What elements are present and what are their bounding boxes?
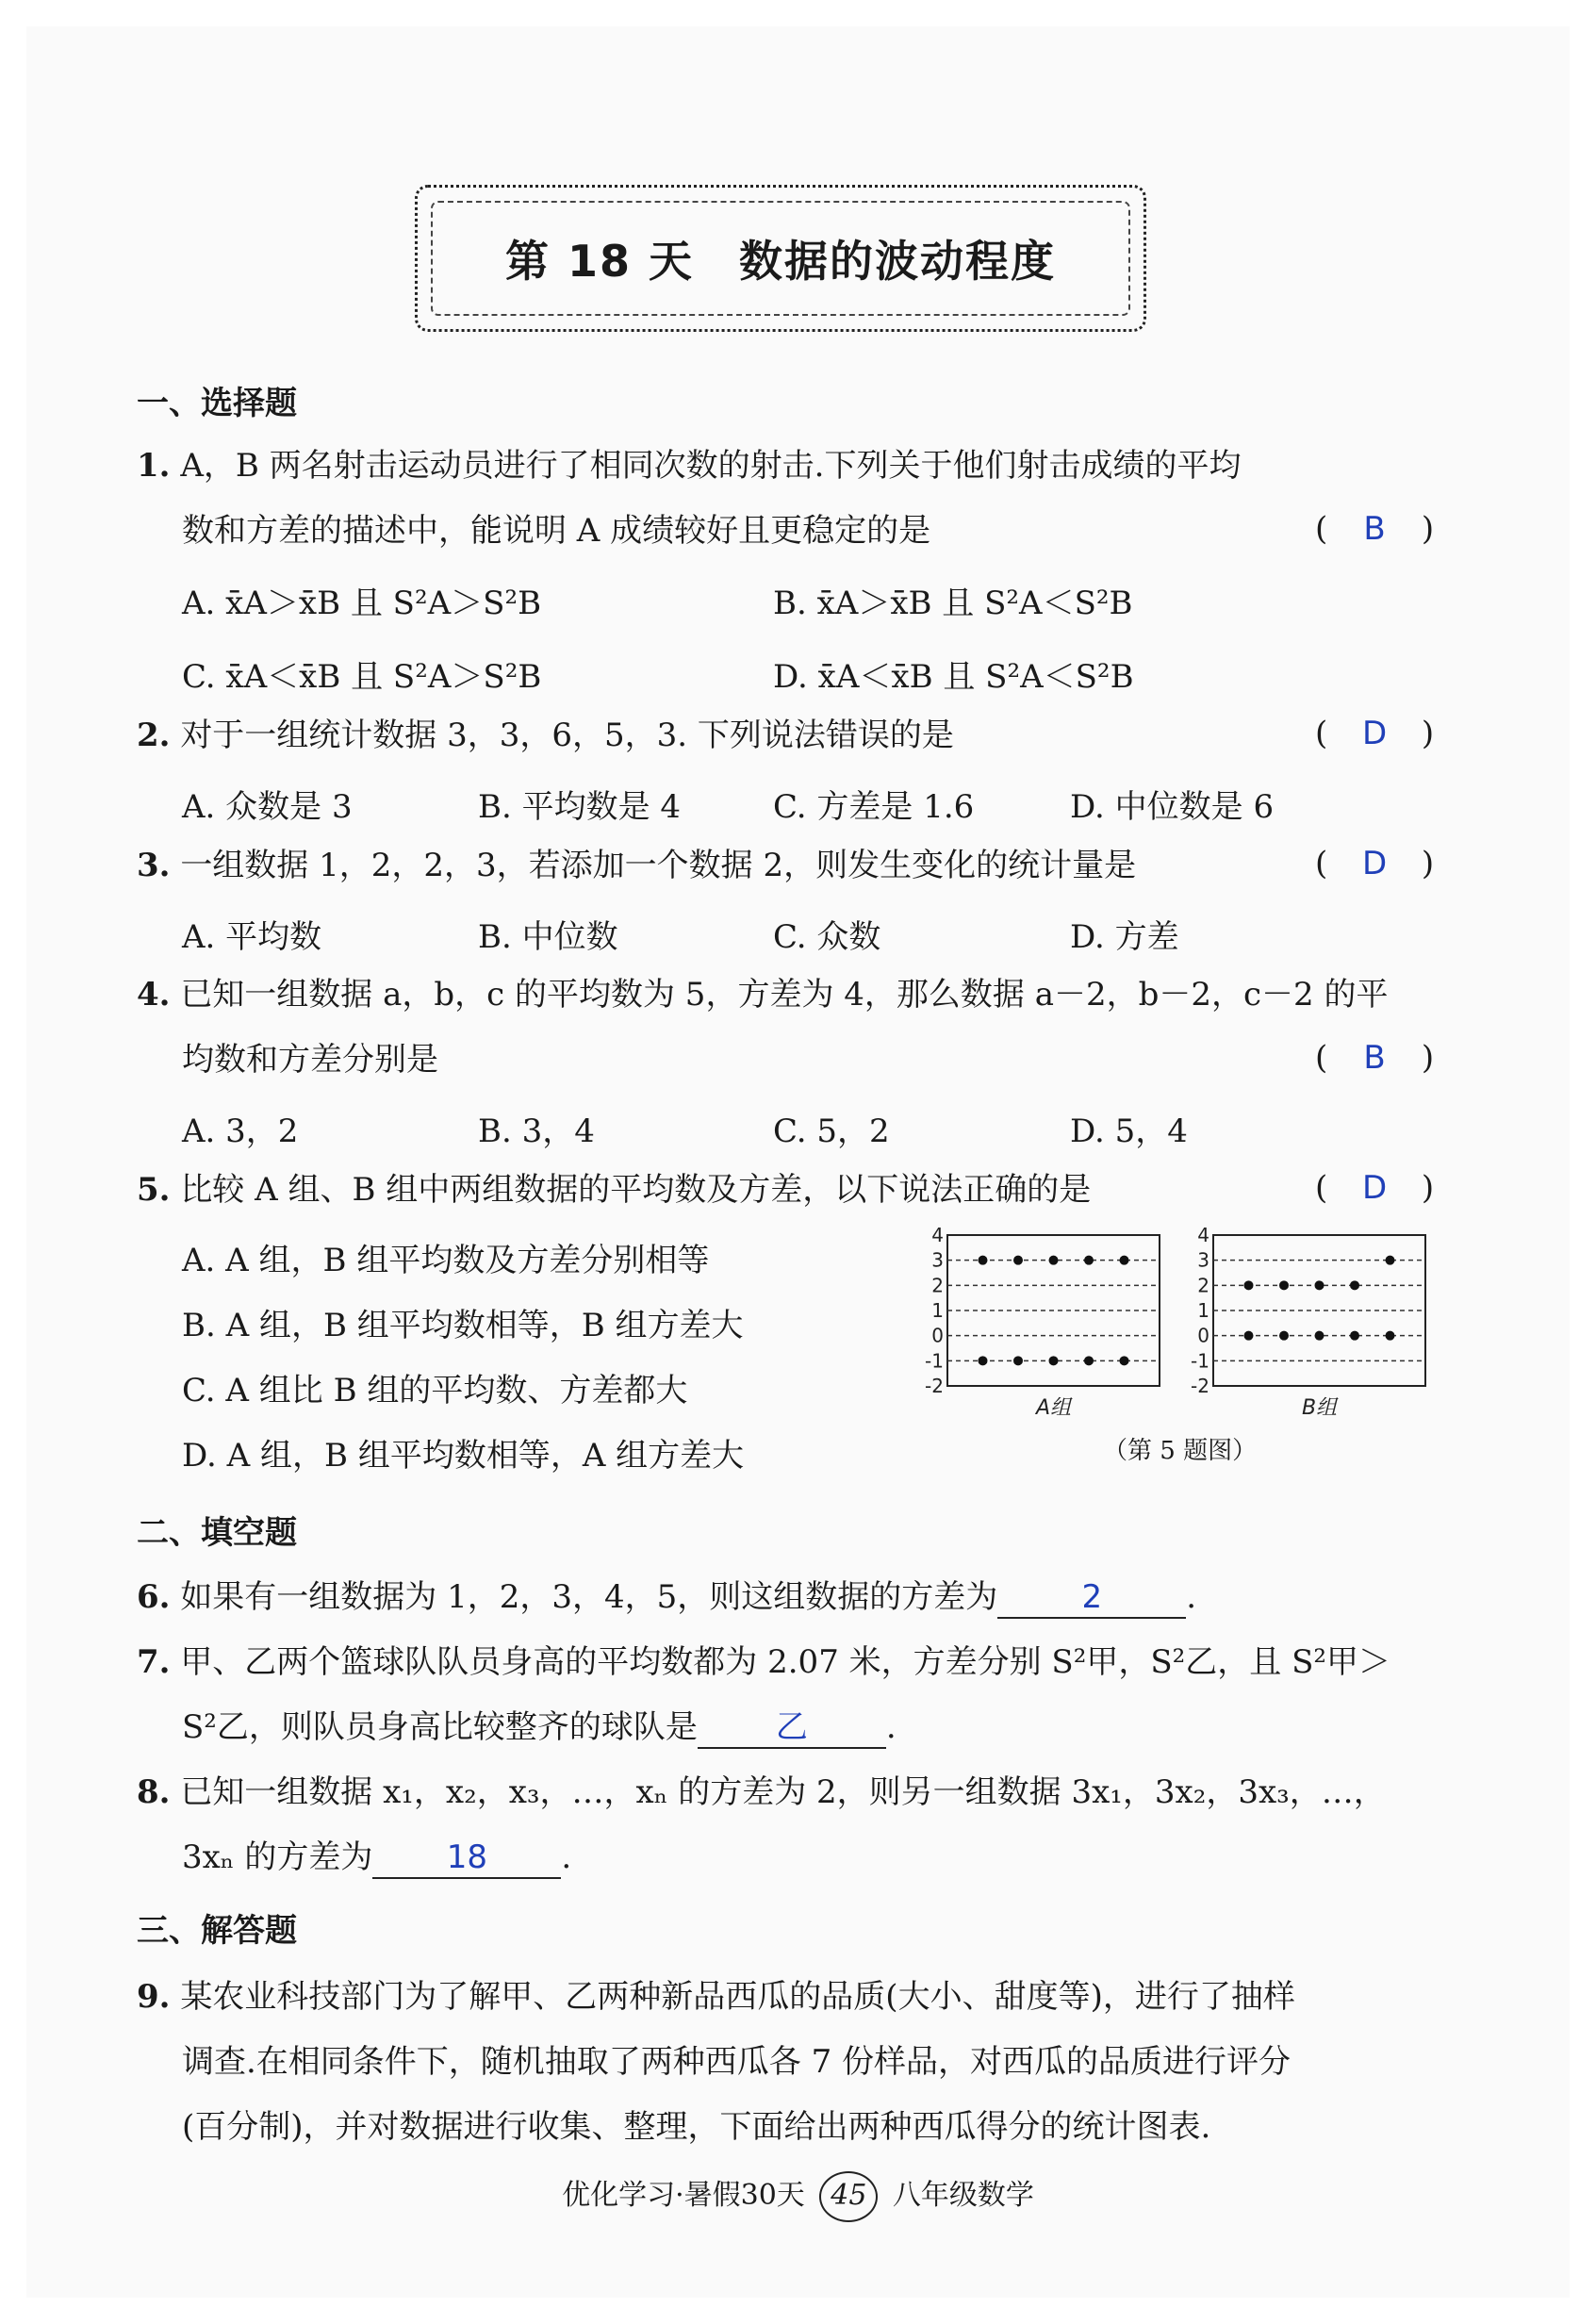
chart-tick-label: -1 [1191, 1349, 1209, 1373]
chart-point [1386, 1256, 1395, 1265]
question-3-option-a: A. 平均数 [182, 918, 322, 956]
chart-tick-label: 2 [931, 1274, 944, 1297]
question-5-option-a: A. A 组，B 组平均数及方差分别相等 [182, 1242, 710, 1279]
chart-tick-label: 0 [1197, 1324, 1209, 1347]
chart-point [979, 1256, 988, 1265]
question-3-text: 3. 一组数据 1，2，2，3，若添加一个数据 2，则发生变化的统计量是 [137, 847, 1137, 884]
question-5-option-c: C. A 组比 B 组的平均数、方差都大 [182, 1372, 688, 1409]
question-6-blank: 2 [997, 1583, 1186, 1619]
chart-point [1244, 1280, 1254, 1290]
chart-point [1315, 1280, 1325, 1290]
question-4-answer: ( B ) [1315, 1039, 1435, 1077]
question-7-blank: 乙 [698, 1713, 886, 1749]
question-4-option-b: B. 3，4 [478, 1113, 595, 1150]
chart-point [1084, 1256, 1094, 1265]
chart-tick-label: 1 [931, 1299, 944, 1322]
chart-point [1120, 1256, 1129, 1265]
chart-point [1350, 1331, 1359, 1341]
chart-point [1084, 1356, 1094, 1365]
question-5-answer: ( D ) [1315, 1169, 1435, 1207]
chart-point [1013, 1356, 1023, 1365]
question-8-blank: 18 [372, 1843, 561, 1879]
question-2-option-d: D. 中位数是 6 [1070, 788, 1275, 826]
question-5-text: 5. 比较 A 组、B 组中两组数据的平均数及方差，以下说法正确的是 [137, 1171, 1092, 1209]
chart-point [1120, 1356, 1129, 1365]
question-7-line-2: S²乙，则队员身高比较整齐的球队是 乙 . [182, 1706, 897, 1749]
question-5-option-d: D. A 组，B 组平均数相等，A 组方差大 [182, 1437, 745, 1475]
section-heading-solve: 三、解答题 [137, 1912, 297, 1950]
footer-book-title: 优化学习·暑假30天 [562, 2179, 805, 2212]
question-1-option-c: C. x̄A＜x̄B 且 S²A＞S²B [182, 658, 542, 696]
chart-point [1049, 1356, 1059, 1365]
footer-subject: 八年级数学 [892, 2179, 1034, 2212]
chart-point [1244, 1331, 1254, 1341]
figure-5-svg [910, 1226, 1447, 1433]
chart-tick-label: 4 [931, 1226, 944, 1246]
question-9-line-2: 调查.在相同条件下，随机抽取了两种西瓜各 7 份样品，对西瓜的品质进行评分 [182, 2043, 1292, 2081]
page-title: 第 18 天 数据的波动程度 [504, 236, 1057, 287]
section-heading-fill: 二、填空题 [137, 1514, 297, 1552]
chart-point [1315, 1331, 1325, 1341]
page-footer [0, 2171, 1596, 2222]
chart-point [1386, 1331, 1395, 1341]
question-2-option-b: B. 平均数是 4 [478, 788, 682, 826]
question-1-line-1: 1. A，B 两名射击运动员进行了相同次数的射击.下列关于他们射击成绩的平均 [137, 447, 1242, 485]
chart-tick-label: 3 [931, 1248, 944, 1272]
question-1-option-b: B. x̄A＞x̄B 且 S²A＜S²B [773, 585, 1133, 622]
question-2-text: 2. 对于一组统计数据 3，3，6，5，3. 下列说法错误的是 [137, 717, 954, 754]
chart-point [1279, 1331, 1289, 1341]
chart-point [1279, 1280, 1289, 1290]
chart-point [1049, 1256, 1059, 1265]
question-8-line-1: 8. 已知一组数据 x₁，x₂，x₃，…，xₙ 的方差为 2，则另一组数据 3x₁，3x₂，3x₃，…， [137, 1773, 1386, 1811]
chart-point [1350, 1280, 1359, 1290]
chart-tick-label: -1 [925, 1349, 944, 1373]
chart-tick-label: 4 [1197, 1226, 1209, 1246]
chart-tick-label: 0 [931, 1324, 944, 1347]
question-2-option-a: A. 众数是 3 [182, 788, 353, 826]
chart-point [1013, 1256, 1023, 1265]
question-1-option-a: A. x̄A＞x̄B 且 S²A＞S²B [182, 585, 542, 622]
question-3-option-c: C. 众数 [773, 918, 881, 956]
question-1-line-2: 数和方差的描述中，能说明 A 成绩较好且更稳定的是 [182, 512, 931, 550]
question-1-option-d: D. x̄A＜x̄B 且 S²A＜S²B [773, 658, 1134, 696]
chart-tick-label: 1 [1197, 1299, 1209, 1322]
chart-axis-label: A组 [1035, 1396, 1072, 1420]
question-4-option-c: C. 5，2 [773, 1113, 890, 1150]
chart-tick-label: 3 [1197, 1248, 1209, 1272]
question-2-answer: ( D ) [1315, 715, 1435, 752]
question-4-option-a: A. 3，2 [182, 1113, 299, 1150]
question-8-line-2: 3xₙ 的方差为 18 . [182, 1837, 571, 1879]
question-9-line-1: 9. 某农业科技部门为了解甲、乙两种新品西瓜的品质(大小、甜度等)，进行了抽样 [137, 1978, 1295, 2016]
section-heading-choice: 一、选择题 [137, 385, 297, 422]
chart-tick-label: 2 [1197, 1274, 1209, 1297]
question-3-option-d: D. 方差 [1070, 918, 1179, 956]
page-number: 45 [819, 2171, 878, 2222]
chart-point [979, 1356, 988, 1365]
question-4-line-1: 4. 已知一组数据 a，b，c 的平均数为 5，方差为 4，那么数据 a－2，b－2，c－2 的平 [137, 976, 1389, 1014]
question-2-option-c: C. 方差是 1.6 [773, 788, 975, 826]
chart-tick-label: -2 [925, 1375, 944, 1397]
question-3-option-b: B. 中位数 [478, 918, 618, 956]
figure-5-caption: （第 5 题图） [1103, 1437, 1258, 1465]
question-6-text: 6. 如果有一组数据为 1，2，3，4，5，则这组数据的方差为 2 . [137, 1576, 1196, 1619]
question-7-line-1: 7. 甲、乙两个篮球队队员身高的平均数都为 2.07 米，方差分别 S²甲，S²乙，且 S²甲＞ [137, 1643, 1391, 1681]
page-sheet [26, 26, 1570, 2298]
chart-tick-label: -2 [1191, 1375, 1209, 1397]
title-frame [415, 185, 1146, 332]
question-4-option-d: D. 5，4 [1070, 1113, 1188, 1150]
question-4-line-2: 均数和方差分别是 [182, 1041, 438, 1079]
question-9-line-3: (百分制)，并对数据进行收集、整理，下面给出两种西瓜得分的统计图表. [182, 2108, 1211, 2146]
chart-axis-label: B组 [1301, 1396, 1338, 1420]
question-3-answer: ( D ) [1315, 845, 1435, 882]
question-5-option-b: B. A 组，B 组平均数相等，B 组方差大 [182, 1307, 744, 1344]
figure-5-charts [910, 1226, 1447, 1433]
question-1-answer: ( B ) [1315, 510, 1435, 548]
